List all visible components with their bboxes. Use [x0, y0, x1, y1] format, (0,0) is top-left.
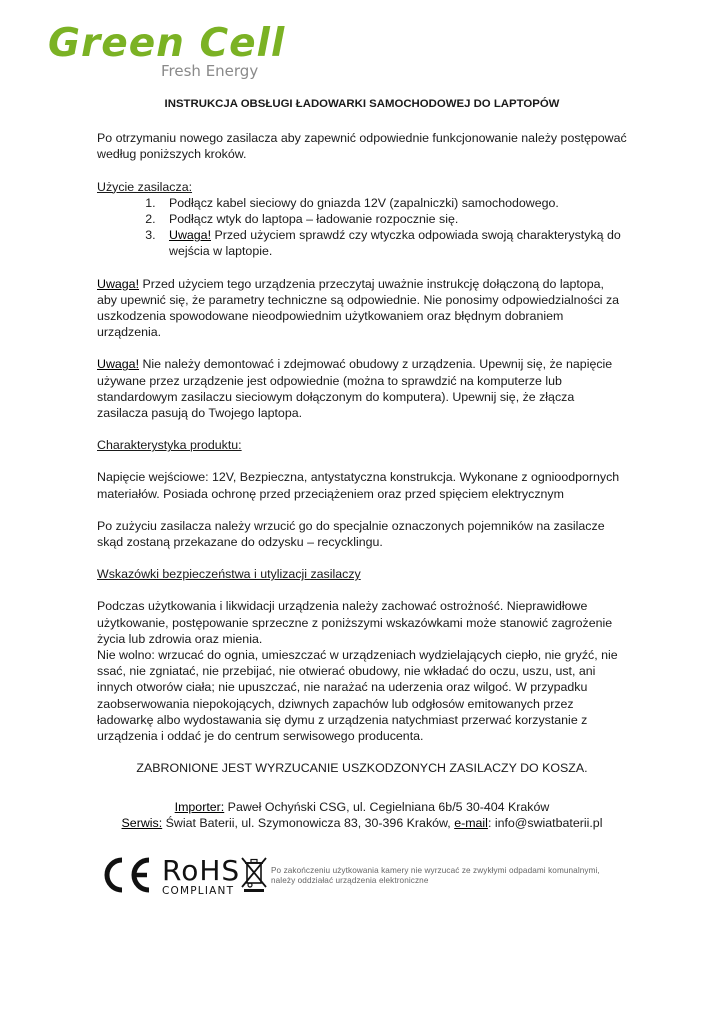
- service-line: [97, 815, 627, 831]
- importer-line: [97, 799, 627, 815]
- logo-wordmark: Green Cell: [48, 21, 286, 66]
- usage-step-2: 2. Podłącz wtyk do laptopa – ładowanie rozpocznie się.: [159, 211, 627, 227]
- warning-2-text: Nie należy demontować i zdejmować obudowy z urządzenia. Upewnij się, że napięcie używane przez urządzenie jest odpowiednie (można to sprawdzić na komputerze lub standardowym zasilaczu sieciowym dołączonym do komputera). Upewnij się, że złącza zasilacza pasują do Twojego laptopa.: [97, 357, 613, 421]
- usage-step-1: 1. Podłącz kabel sieciowy do gniazda 12V (zapalniczki) samochodowego.: [159, 195, 627, 211]
- recycle-paragraph: Po zużyciu zasilacza należy wrzucić go do specjalnie oznaczonych pojemników na zasilacze skąd zostaną przekazane do odzysku – recycklingu.: [97, 518, 605, 550]
- email-text: : info@swiatbaterii.pl: [487, 816, 603, 831]
- service-label: Serwis:: [121, 816, 163, 831]
- usage-step-3: [159, 227, 627, 259]
- rohs-compliant-label: COMPLIANT: [162, 885, 235, 897]
- warning-paragraph-1: [97, 276, 627, 341]
- safety-heading: [97, 566, 627, 582]
- ce-mark-icon: [102, 856, 154, 894]
- spec-heading: [97, 437, 627, 453]
- warning-2-label: Uwaga!: [97, 357, 140, 372]
- warning-paragraph-2: [97, 356, 627, 421]
- document-title: INSTRUKCJA OBSŁUGI ŁADOWARKI SAMOCHODOWEJ DO LAPTOPÓW: [164, 98, 560, 110]
- step3-text: Przed użyciem sprawdź czy wtyczka odpowiada swoją charakterystyką do wejścia w laptopie.: [169, 228, 621, 259]
- service-text: Świat Baterii, ul. Szymonowicza 83, 30-396 Kraków,: [162, 816, 455, 831]
- importer-label: Importer:: [174, 800, 225, 814]
- spec-heading-text: Charakterystyka produktu:: [97, 438, 242, 453]
- ban-notice: ZABRONIONE JEST WYRZUCANIE USZKODZONYCH ZASILACZY DO KOSZA.: [136, 761, 588, 776]
- rohs-mark: [162, 856, 240, 897]
- step3-warning-label: Uwaga!: [169, 228, 212, 243]
- usage-steps-list: [97, 195, 627, 260]
- logo-tagline: Fresh Energy: [161, 62, 259, 80]
- email-label: e-mail: [454, 816, 488, 831]
- spec-paragraph: Napięcie wejściowe: 12V, Bezpieczna, antystatyczna konstrukcja. Wykonane z ognioodpornych materiałów. Posiada ochronę przed przeciążeniem oraz przed spięciem elektrycznym: [97, 470, 620, 501]
- safety-paragraph-2: Nie wolno: wrzucać do ognia, umieszczać w urządzeniach wydzielających ciepło, nie gryźć, nie ssać, nie zgniatać, nie przebijać, nie otwierać obudowy, nie wkładać do oczu, uszu, ust, ani innych otworów ciała; nie upuszczać, nie narażać na uderzenia oraz wilgoć. W przypadku zaobserwowania niepokojących, dziwnych zapachów lub odgłosów emitowanych przez ładowarkę albo wydostawania się dymu z urządzenia natychmiast przerwać korzystanie z urządzenia i oddać je do centrum serwisowego producenta.: [97, 648, 618, 744]
- importer-text: Paweł Ochyński CSG, ul. Cegielniana 6b/5 30-404 Kraków: [224, 800, 550, 814]
- safety-paragraph-1: Podczas użytkowania i likwidacji urządzenia należy zachować ostrożność. Nieprawidłowe użytkowanie, postępowanie sprzeczne z poniższymi wskazówkami może stanowić zagrożenie życia lub zdrowia oraz mienia.: [97, 599, 613, 646]
- safety-heading-text: Wskazówki bezpieczeństwa i utylizacji zasilaczy: [97, 567, 361, 582]
- weee-disposal-notice: Po zakończeniu użytkowania kamery nie wyrzucać ze zwykłymi odpadami komunalnymi, należy oddziałać urządzenia elektroniczne: [271, 866, 600, 885]
- rohs-label: RoHS: [162, 854, 241, 887]
- warning-1-text: Przed użyciem tego urządzenia przeczytaj uważnie instrukcję dołączoną do laptopa, aby upewnić się, że parametry techniczne są odpowiednie. Nie ponosimy odpowiedzialności za uszkodzenia spowodowane nieodpowiednim użytkowaniem oraz błędnym dobraniem urządzenia.: [97, 276, 620, 340]
- brand-logo: [48, 21, 286, 82]
- usage-heading: [97, 179, 627, 195]
- footer-contacts: [97, 799, 627, 831]
- intro-paragraph: Po otrzymaniu nowego zasilacza aby zapewnić odpowiednie funkcjonowanie należy postępować według poniższych kroków.: [97, 131, 627, 162]
- document-body: [97, 96, 627, 777]
- usage-heading-text: Użycie zasilacza:: [97, 179, 193, 194]
- crossed-out-bin-icon: [240, 855, 268, 893]
- warning-1-label: Uwaga!: [97, 276, 140, 291]
